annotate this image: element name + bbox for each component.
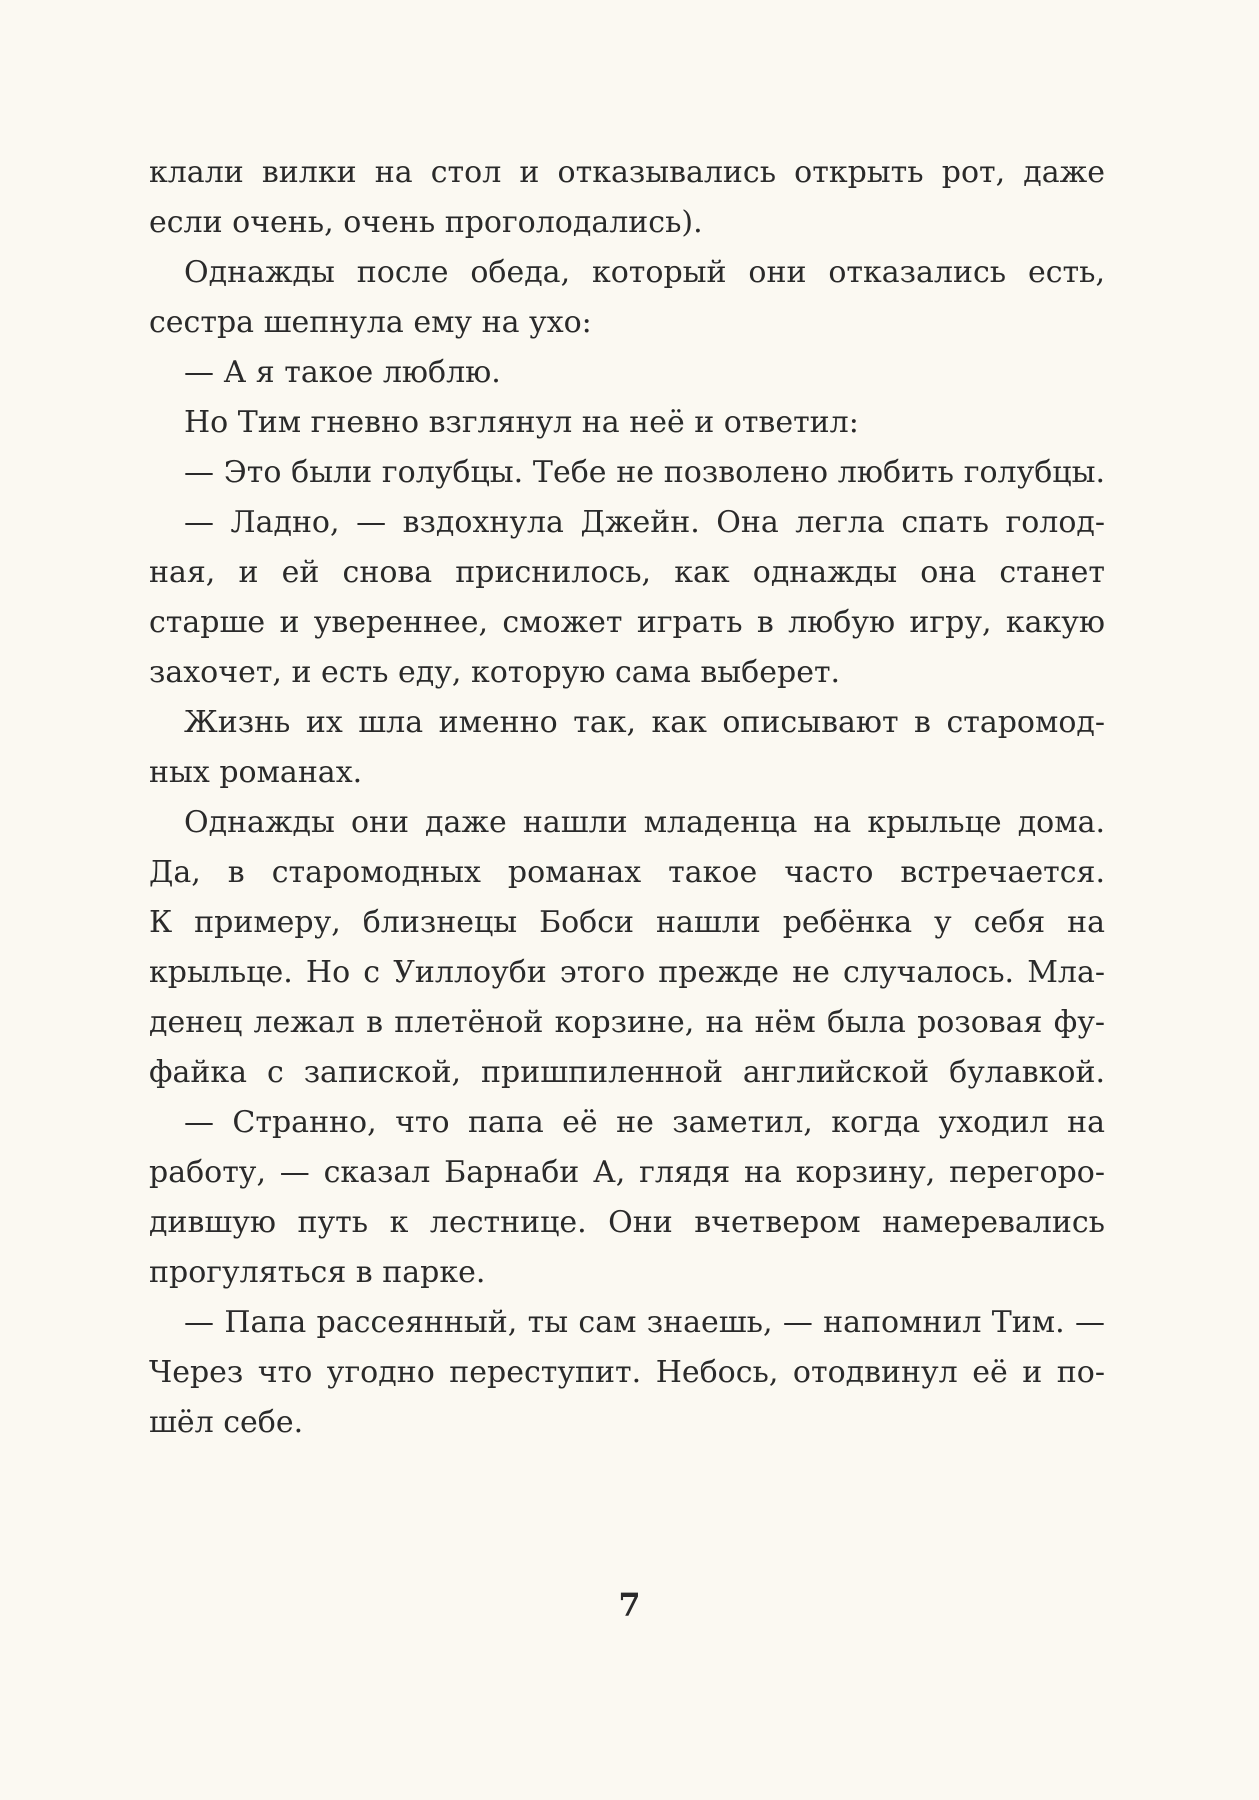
text-line: — Странно, что папа её не заметил, когда уходил на xyxy=(184,1105,1105,1140)
text-line: денец лежал в плетёной корзине, на нём была розовая фу- xyxy=(149,1005,1105,1040)
text-line: сестра шепнула ему на ухо: xyxy=(149,305,592,340)
text-line: Жизнь их шла именно так, как описывают в старомод- xyxy=(184,705,1105,740)
text-line: шёл себе. xyxy=(149,1405,304,1440)
text-line: клали вилки на стол и отказывались открыть рот, даже xyxy=(149,155,1105,190)
text-line: файка с запиской, пришпиленной английской булавкой. xyxy=(149,1055,1105,1090)
text-line: — Это были голубцы. Тебе не позволено любить голубцы. xyxy=(184,455,1105,490)
text-line: — Папа рассеянный, ты сам знаешь, — напомнил Тим. — xyxy=(184,1305,1105,1340)
page-text xyxy=(149,148,1105,1448)
text-line: — Ладно, — вздохнула Джейн. Она легла спать голод- xyxy=(184,505,1105,540)
text-line: ная, и ей снова приснилось, как однажды она станет xyxy=(149,555,1105,590)
text-line: Однажды после обеда, который они отказались есть, xyxy=(184,255,1105,290)
text-line: Через что угодно переступит. Небось, отодвинул её и по- xyxy=(149,1355,1105,1390)
text-line: прогуляться в парке. xyxy=(149,1255,486,1290)
text-line: дившую путь к лестнице. Они вчетвером намеревались xyxy=(149,1205,1105,1240)
text-line: работу, — сказал Барнаби А, глядя на корзину, перегоро- xyxy=(149,1155,1105,1190)
text-line: старше и увереннее, сможет играть в любую игру, какую xyxy=(149,605,1105,640)
text-line: Да, в старомодных романах такое часто встречается. xyxy=(149,855,1105,890)
text-line: если очень, очень проголодались). xyxy=(149,205,703,240)
text-line: ных романах. xyxy=(149,755,363,790)
page-number: 7 xyxy=(618,1586,641,1624)
text-line: К примеру, близнецы Бобси нашли ребёнка у себя на xyxy=(149,905,1105,940)
text-line: крыльце. Но с Уиллоуби этого прежде не случалось. Мла- xyxy=(149,955,1105,990)
text-line: — А я такое люблю. xyxy=(184,355,501,390)
text-line: Однажды они даже нашли младенца на крыльце дома. xyxy=(184,805,1105,840)
text-line: Но Тим гневно взглянул на неё и ответил: xyxy=(184,405,859,440)
text-line: захочет, и есть еду, которую сама выберет. xyxy=(149,655,841,690)
